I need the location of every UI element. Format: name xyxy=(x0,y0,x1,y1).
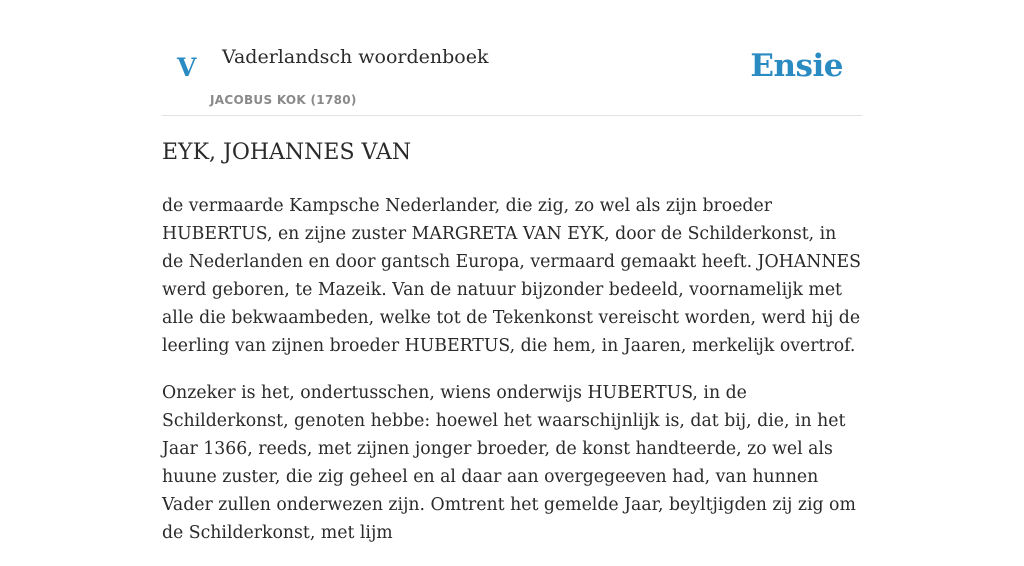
entry-paragraph: de vermaarde Kampsche Nederlander, die zig, zo wel als zijn broeder HUBERTUS, en zijne zuster MARGRETA VAN EYK, door de Schilderkonst, in de Nederlanden en door gantsch Europa, vermaard gemaakt heeft. JOHANNES werd geboren, te Mazeik. Van de natuur bijzonder bedeeld, voornamelijk met alle die bekwaambeden, welke tot de Tekenkonst vereischt worden, werd hij de leerling van zijnen broeder HUBERTUS, die hem, in Jaaren, merkelijk overtrof. xyxy=(162,196,861,356)
book-author[interactable]: JACOBUS KOK (1780) xyxy=(210,93,357,107)
entry-body xyxy=(162,192,862,566)
entry-title: EYK, JOHANNES VAN xyxy=(162,140,412,165)
ensie-logo[interactable]: Ensie xyxy=(750,48,843,84)
entry-paragraph: Onzeker is het, ondertusschen, wiens onderwijs HUBERTUS, in de Schilderkonst, genoten hebbe: hoewel het waarschijnlijk is, dat bij, die, in het Jaar 1366, reeds, met zijnen jonger broeder, de konst handteerde, zo wel als huune zuster, die zig geheel en al daar aan overgegeeven had, van hunnen Vader zullen onderwezen zijn. Omtrent het gemelde Jaar, beyltjigden zij zig om de Schilderkonst, met lijm xyxy=(162,383,856,543)
letter-badge[interactable]: V xyxy=(177,53,197,82)
book-title[interactable]: Vaderlandsch woordenboek xyxy=(222,46,489,68)
book-header xyxy=(162,0,862,116)
page xyxy=(162,0,862,543)
